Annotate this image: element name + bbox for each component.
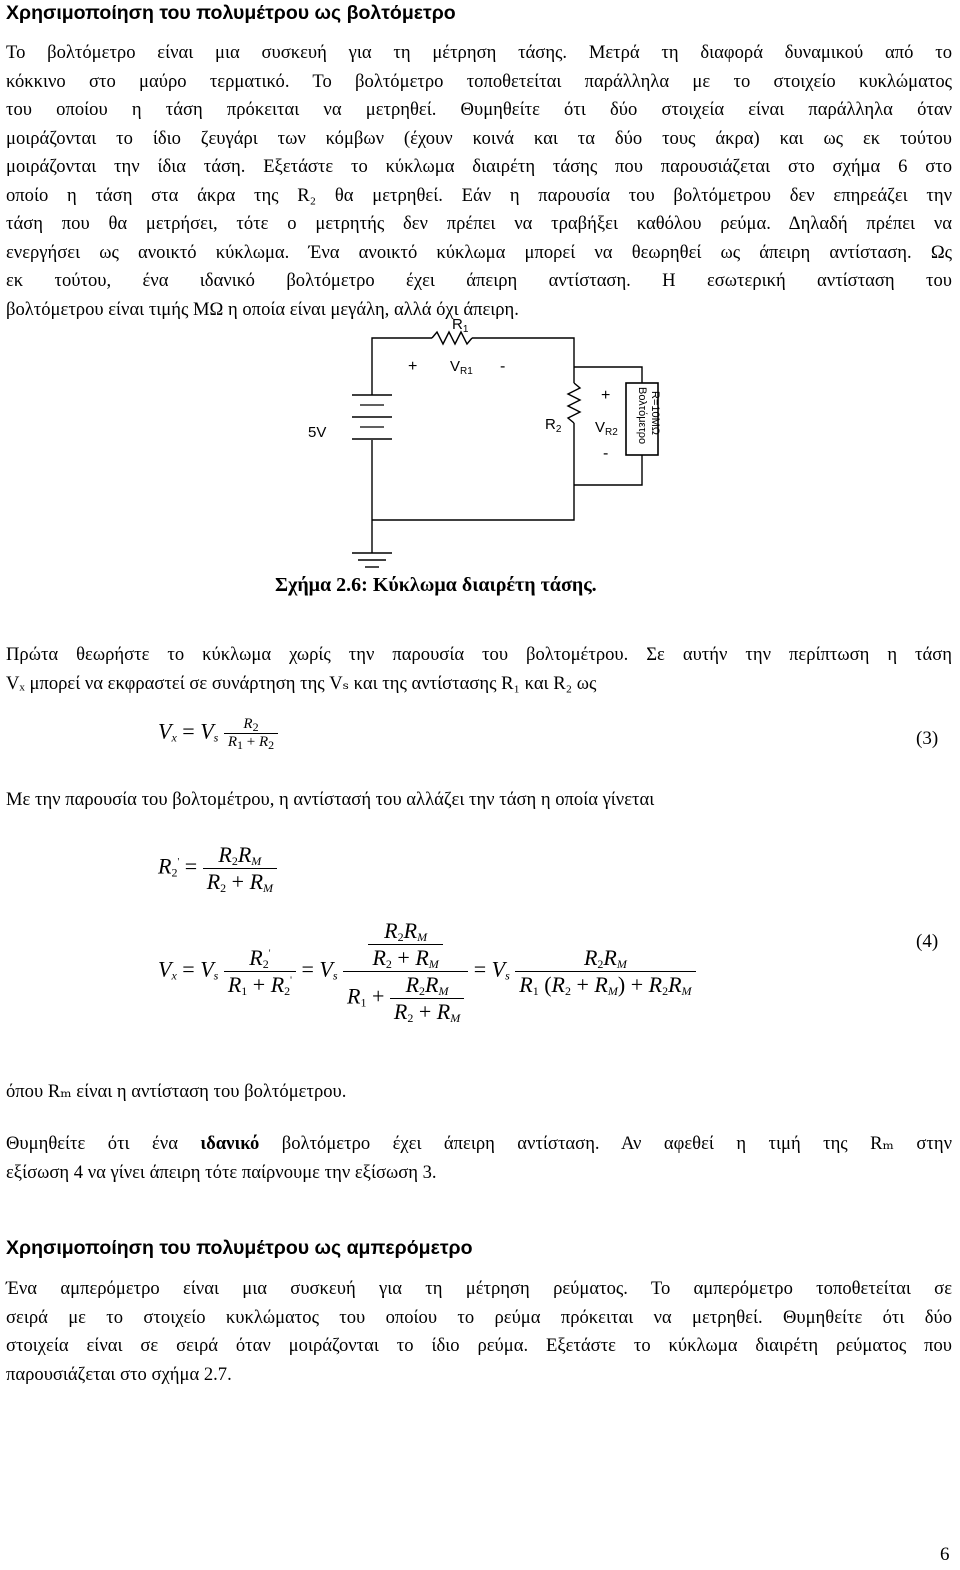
label-minus-top: - [500, 358, 506, 375]
paragraph-line: μοιράζονται το ίδιο ζευγάρι των κόμβων (έχουν κοινά και τα δύο τους άκρα) και ως εκ τούτου [6, 127, 952, 149]
emphasis-ideal: ιδανικό [200, 1133, 260, 1154]
meter-label-name: Βολτόμετρο [636, 387, 648, 445]
equation-3-number: (3) [916, 728, 939, 749]
paragraph-line: όπου Rₘ είναι η αντίσταση του βολτόμετρου. [6, 1081, 347, 1102]
label-plus-top: + [408, 358, 418, 375]
label-source: 5V [308, 424, 327, 441]
paragraph-line: Πρώτα θεωρήστε το κύκλωμα χωρίς την παρουσία του βολτομέτρου. Σε αυτήν την περίπτωση η τάση [6, 644, 952, 665]
equation-3: $V_x = V_s$ $\frac{R_2}{R_1 + R_2}$ [158, 716, 278, 751]
wire-top-left [372, 338, 432, 390]
paragraph-2 [6, 641, 952, 698]
text-fragment: βολτόμετρο έχει άπειρη αντίσταση. Αν αφεθεί η τιμή της Rₘ στην [259, 1133, 952, 1154]
figure-caption: Σχήμα 2.6: Κύκλωμα διαιρέτη τάσης. [275, 574, 597, 596]
equation-4-line-2: $V_x = V_s$ $\frac{R_2'}{R_1 + R_2'}$ = $V_s$ $\frac{R_2R_M}{R_2 + R_M}$ $R_1$ + $\frac{R_2R_M}{R_2 + R_M}$ = $V_s$ $\frac{R_2R_M}{R_1 (R_2 + R_M) + R_2R_M}$ [158, 918, 696, 1025]
label-plus-right: + [601, 387, 611, 404]
paragraph-line: του οποίου η τάση πρόκειται να μετρηθεί. Θυμηθείτε ότι δύο στοιχεία είναι παράλληλα όταν [6, 99, 952, 120]
label-vr1: $V_{R1}$ [450, 358, 473, 377]
paragraph-5 [6, 1130, 952, 1187]
label-minus-right: - [603, 445, 609, 462]
ammeter-paragraph [6, 1275, 952, 1389]
wire-bottom [372, 423, 574, 520]
paragraph-line: εκ τούτου, ένα ιδανικό βολτόμετρο έχει άπειρη αντίσταση. Η εσωτερική αντίσταση του [6, 270, 952, 291]
meter-label-resistance: R=10MΩ [649, 391, 661, 435]
paragraph-line: παρουσιάζεται στο σχήμα 2.7. [6, 1363, 232, 1385]
paragraph-line: τάση που θα μετρήσει, τότε ο μετρητής δεν πρέπει να τραβήξει καθόλου ρεύμα. Δηλαδή πρέπει να [6, 213, 952, 234]
paragraph-line: εξίσωση 4 να γίνει άπειρη τότε παίρνουμε την εξίσωση 3. [6, 1161, 437, 1183]
meter-wire-top [574, 367, 642, 383]
paragraph-line: κόκκινο στο μαύρο τερματικό. Το βολτόμετρο τοποθετείται παράλληλα με το στοιχείο κυκλώματος [6, 70, 952, 92]
voltage-divider-circuit-diagram [290, 305, 670, 580]
paragraph-4 [6, 1078, 952, 1107]
section-title-ammeter: Χρησιμοποίηση του πολυμέτρου ως αμπερόμετρο [6, 1237, 473, 1259]
paragraph-line: Vₓ μπορεί να εκφραστεί σε συνάρτηση της Vₛ και της αντίστασης R₁ και R₂ ως [6, 672, 597, 694]
paragraph-line: οποίο η τάση στα άκρα της R₂ θα μετρηθεί. Εάν η παρουσία του βολτόμετρου δεν επηρεάζει την [6, 184, 952, 206]
equation-4-line-1: $R_2'$ = $\frac{R_2R_M}{R_2 + R_M}$ [158, 842, 277, 895]
r2-resistor [568, 383, 580, 423]
paragraph-line: μοιράζονται την ίδια τάση. Εξετάστε το κύκλωμα διαιρέτη τάσης που παρουσιάζεται στο σχήμα 6 στο [6, 156, 952, 177]
equation-4-number: (4) [916, 931, 939, 952]
label-r2: $R_2$ [545, 416, 562, 435]
paragraph-line: Το βολτόμετρο είναι μια συσκευή για τη μέτρηση τάσης. Μετρά τη διαφορά δυναμικού από το [6, 42, 952, 63]
paragraph-line: ενεργήσει ως ανοικτό κύκλωμα. Ένα ανοικτό κύκλωμα μπορεί να θεωρηθεί ως άπειρη αντίσταση. Ως [6, 241, 952, 263]
voltmeter-paragraph [6, 39, 952, 324]
paragraph-line [6, 1130, 952, 1159]
paragraph-line: Με την παρουσία του βολτομέτρου, η αντίστασή του αλλάζει την τάση η οποία γίνεται [6, 789, 655, 810]
wire-top-right [472, 338, 574, 383]
text-fragment: Θυμηθείτε ότι ένα [6, 1133, 201, 1154]
paragraph-line: Ένα αμπερόμετρο είναι μια συσκευή για τη μέτρηση ρεύματος. Το αμπερόμετρο τοποθετείται σε [6, 1278, 952, 1299]
label-r1: $R_1$ [452, 316, 469, 335]
page-number: 6 [940, 1544, 950, 1565]
paragraph-line: βολτόμετρου είναι τιμής ΜΩ η οποία είναι μεγάλη, αλλά όχι άπειρη. [6, 298, 519, 320]
paragraph-3 [6, 786, 952, 815]
battery-symbol [352, 390, 392, 439]
paragraph-line: στοιχεία είναι σε σειρά όταν μοιράζονται το ίδιο ρεύμα. Εξετάστε το κύκλωμα διαιρέτη ρεύματος που [6, 1335, 952, 1356]
paragraph-line: σειρά με το στοιχείο κυκλώματος του οποίου το ρεύμα πρόκειται να μετρηθεί. Θυμηθείτε ότι δύο [6, 1306, 952, 1328]
section-title-voltmeter: Χρησιμοποίηση του πολυμέτρου ως βολτόμετρο [6, 2, 456, 24]
label-vr2: $V_{R2}$ [595, 419, 618, 438]
